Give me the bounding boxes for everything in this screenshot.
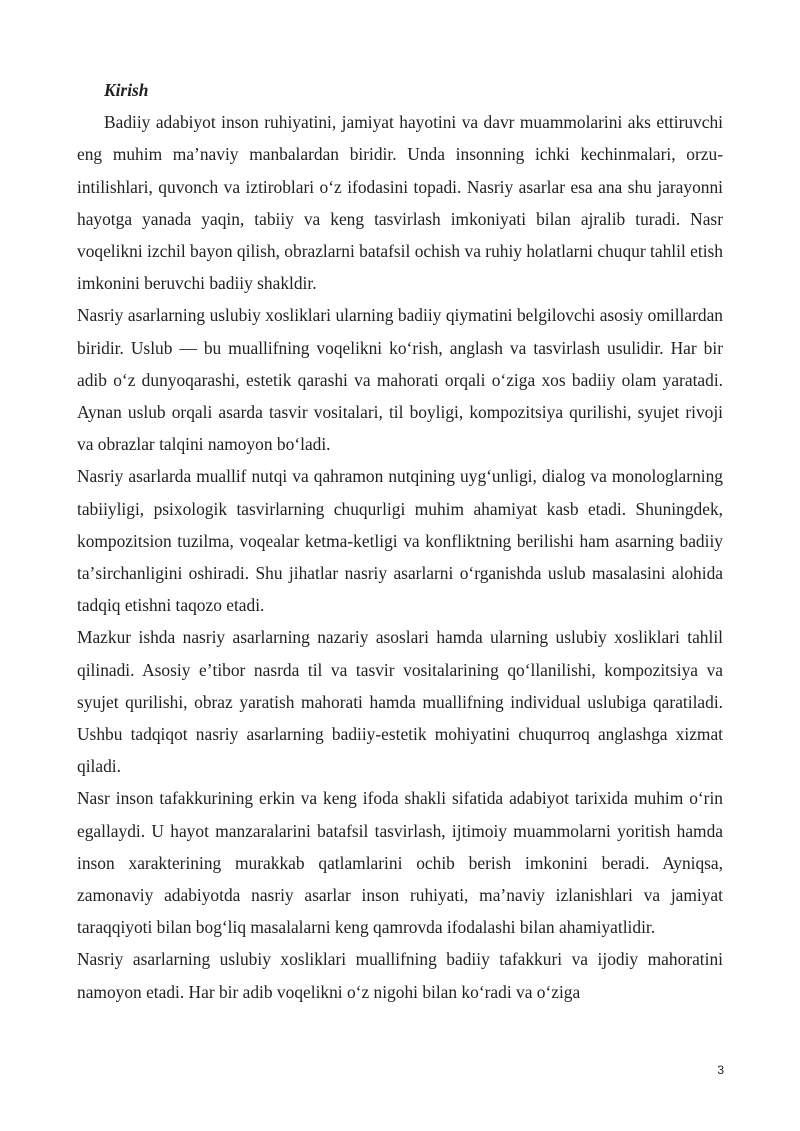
section-heading: Kirish	[104, 80, 149, 100]
paragraph-1: Badiiy adabiyot inson ruhiyatini, jamiyat hayotini va davr muammolarini aks ettiruvchi eng muhim maʼnaviy manbalardan biridir. Unda insonning ichki kechinmalari, orzu-intilishlari, quvonch va iztiroblari oʻz ifodasini topadi. Nasriy asarlar esa ana shu jarayonni hayotga yanada yaqin, tabiiy va keng tasvirlash imkoniyati bilan ajralib turadi. Nasr voqelikni izchil bayon qilish, obrazlarni batafsil ochish va ruhiy holatlarni chuqur tahlil etish imkonini beruvchi badiiy shakldir.	[77, 112, 723, 294]
document-body	[77, 74, 723, 1008]
paragraph-6: Nasriy asarlarning uslubiy xosliklari muallifning badiiy tafakkuri va ijodiy mahoratini namoyon etadi. Har bir adib voqelikni oʻz nigohi bilan koʻradi va oʻziga	[77, 949, 723, 1002]
paragraph-5: Nasr inson tafakkurining erkin va keng ifoda shakli sifatida adabiyot tarixida muhim oʻrin egallaydi. U hayot manzaralarini batafsil tasvirlash, ijtimoiy muammolarni yoritish hamda inson xarakterining murakkab qatlamlarini ochib berish imkonini beradi. Ayniqsa, zamonaviy adabiyotda nasriy asarlar inson ruhiyati, maʼnaviy izlanishlari va jamiyat taraqqiyoti bilan bogʻliq masalalarni keng qamrovda ifodalashi bilan ahamiyatlidir.	[77, 788, 723, 938]
page-number: 3	[717, 1063, 724, 1077]
paragraph-2: Nasriy asarlarning uslubiy xosliklari ularning badiiy qiymatini belgilovchi asosiy omillardan biridir. Uslub — bu muallifning voqelikni koʻrish, anglash va tasvirlash usulidir. Har bir adib oʻz dunyoqarashi, estetik qarashi va mahorati orqali oʻziga xos badiiy olam yaratadi. Aynan uslub orqali asarda tasvir vositalari, til boyligi, kompozitsiya qurilishi, syujet rivoji va obrazlar talqini namoyon boʻladi.	[77, 305, 723, 455]
paragraph-3: Nasriy asarlarda muallif nutqi va qahramon nutqining uygʻunligi, dialog va monologlarning tabiiyligi, psixologik tasvirlarning chuqurligi muhim ahamiyat kasb etadi. Shuningdek, kompozitsion tuzilma, voqealar ketma-ketligi va konfliktning berilishi ham asarning badiiy taʼsirchanligini oshiradi. Shu jihatlar nasriy asarlarni oʻrganishda uslub masalasini alohida tadqiq etishni taqozo etadi.	[77, 466, 723, 616]
paragraph-4: Mazkur ishda nasriy asarlarning nazariy asoslari hamda ularning uslubiy xosliklari tahlil qilinadi. Asosiy eʼtibor nasrda til va tasvir vositalarining qoʻllanilishi, kompozitsiya va syujet qurilishi, obraz yaratish mahorati hamda muallifning individual uslubiga qaratiladi. Ushbu tadqiqot nasriy asarlarning badiiy-estetik mohiyatini chuqurroq anglashga xizmat qiladi.	[77, 627, 723, 777]
